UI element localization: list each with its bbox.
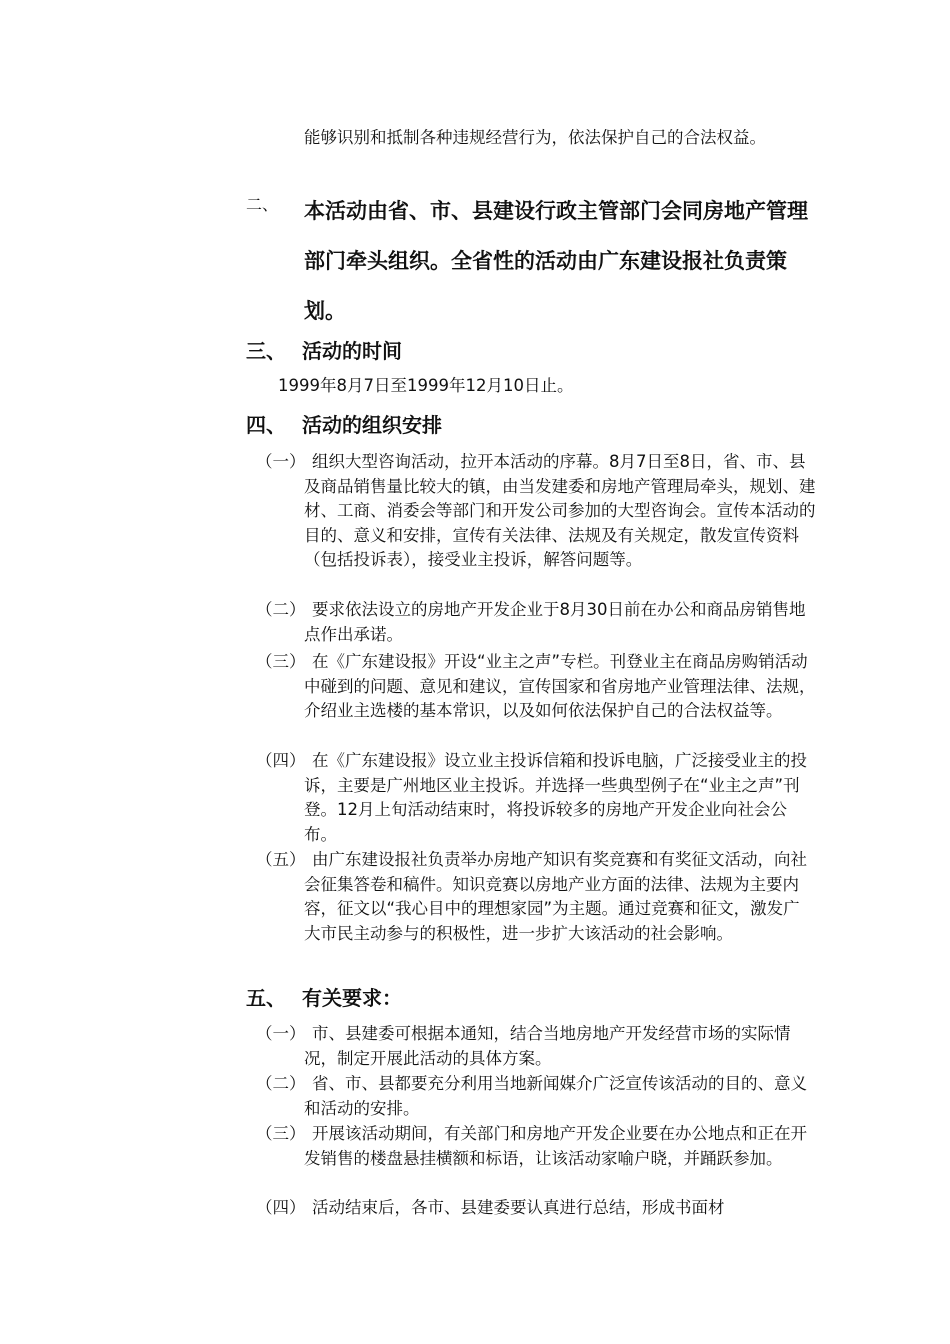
item-text: 开展该活动期间，有关部门和房地产开发企业要在办公地点和正在开发销售的楼盘悬挂横额和标语，让该活动家喻户晓，并踊跃参加。 — [304, 1124, 807, 1168]
section-5-title: 有关要求： — [302, 986, 402, 1010]
item-number: （五） — [256, 850, 306, 869]
item-number: （一） — [256, 452, 306, 471]
item-text: 在《广东建设报》设立业主投诉信箱和投诉电脑，广泛接受业主的投诉，主要是广州地区业主投诉。并选择一些典型例子在“业主之声”刊登。12月上旬活动结束时，将投诉较多的房地产开发企业向社会公布。 — [304, 751, 807, 844]
section-2-number: 二、 — [246, 195, 279, 214]
section-3-heading — [246, 336, 402, 366]
continuation-paragraph: 能够识别和抵制各种违规经营行为，依法保护自己的合法权益。 — [304, 128, 766, 147]
item-text: 要求依法设立的房地产开发企业于8月30日前在办公和商品房销售地点作出承诺。 — [304, 600, 806, 644]
item-number: （三） — [256, 1124, 306, 1143]
item-text: 市、县建委可根据本通知，结合当地房地产开发经营市场的实际情况，制定开展此活动的具体方案。 — [304, 1024, 791, 1068]
item-text: 活动结束后，各市、县建委要认真进行总结，形成书面材 — [312, 1198, 725, 1217]
section-2-text: 本活动由省、市、县建设行政主管部门会同房地产管理部门牵头组织。全省性的活动由广东建设报社负责策划。 — [304, 199, 808, 323]
activity-date-line: 1999年8月7日至1999年12月10日止。 — [278, 376, 574, 395]
item-text: 由广东建设报社负责举办房地产知识有奖竞赛和有奖征文活动，向社会征集答卷和稿件。知识竞赛以房地产业方面的法律、法规为主要内容，征文以“我心目中的理想家园”为主题。通过竞赛和征文，激发广大市民主动参与的积极性，进一步扩大该活动的社会影响。 — [304, 850, 807, 943]
section-4-number: 四、 — [246, 413, 286, 437]
section-3-title: 活动的时间 — [302, 339, 402, 363]
item-number: （三） — [256, 652, 306, 671]
item-text: 省、市、县都要充分利用当地新闻媒介广泛宣传该活动的目的、意义和活动的安排。 — [304, 1074, 807, 1118]
item-number: （二） — [256, 600, 306, 619]
item-number: （一） — [256, 1024, 306, 1043]
item-text: 组织大型咨询活动，拉开本活动的序幕。8月7日至8日，省、市、县及商品销售量比较大的镇，由当发建委和房地产管理局牵头，规划、建材、工商、消委会等部门和开发公司参加的大型咨询会。宣传本活动的目的、意义和安排，宣传有关法律、法规及有关规定，散发宣传资料（包括投诉表），接受业主投诉，解答问题等。 — [304, 452, 816, 569]
section-4-title: 活动的组织安排 — [302, 413, 442, 437]
item-number: （四） — [256, 751, 306, 770]
item-number: （四） — [256, 1198, 306, 1217]
section-5-number: 五、 — [246, 986, 286, 1010]
section-5-heading — [246, 983, 402, 1013]
item-number: （二） — [256, 1074, 306, 1093]
section-4-heading — [246, 410, 442, 440]
section-3-number: 三、 — [246, 339, 286, 363]
item-text: 在《广东建设报》开设“业主之声”专栏。刊登业主在商品房购销活动中碰到的问题、意见和建议，宣传国家和省房地产业管理法律、法规，介绍业主选楼的基本常识，以及如何依法保护自己的合法权益等。 — [304, 652, 816, 720]
